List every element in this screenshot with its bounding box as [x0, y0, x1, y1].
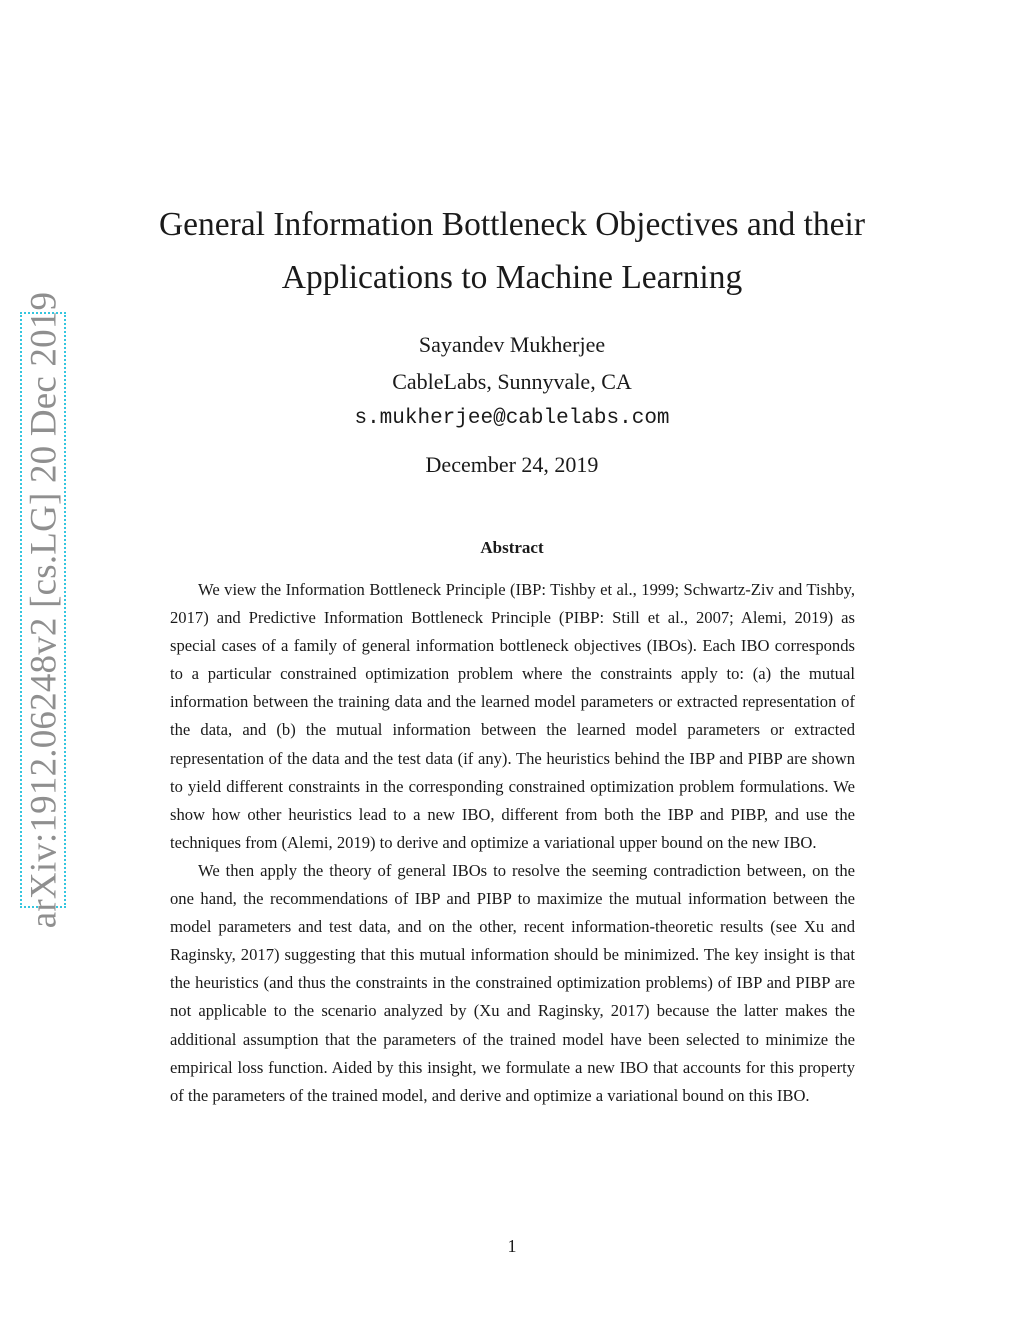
author-block: [200, 326, 824, 438]
paper-title: [100, 198, 924, 304]
author-affiliation: CableLabs, Sunnyvale, CA: [392, 369, 632, 394]
paper-title-line-1: General Information Bottleneck Objectives and their: [158, 206, 866, 243]
paper-date: December 24, 2019: [425, 452, 599, 477]
page-number: 1: [507, 1236, 517, 1256]
paper-title-line-2: Applications to Machine Learning: [281, 259, 743, 296]
abstract-body: [170, 576, 855, 1110]
author-name: Sayandev Mukherjee: [418, 332, 606, 357]
arxiv-identifier: arXiv:1912.06248v2 [cs.LG] 20 Dec 2019: [23, 291, 65, 929]
author-email: s.mukherjee@cablelabs.com: [354, 407, 670, 430]
abstract-paragraph-1: We view the Information Bottleneck Principle (IBP: Tishby et al., 1999; Schwartz-Ziv and Tishby, 2017) and Predictive Information Bottleneck Principle (PIBP: Still et al., 2007; Alemi, 2019) as special cases of a family of general information bottleneck objectives (IBOs). Each IBO corresponds to a particular constrained optimization problem where the constraints apply to: (a) the mutual information between the training data and the learned model parameters or extracted representation of the data, and (b) the mutual information between the learned model parameters or extracted representation of the data and the test data (if any). The heuristics behind the IBP and PIBP are shown to yield different constraints in the corresponding constrained optimization problem formulations. We show how other heuristics lead to a new IBO, different from both the IBP and PIBP, and use the techniques from (Alemi, 2019) to derive and optimize a variational upper bound on the new IBO.: [170, 580, 855, 852]
abstract-heading: Abstract: [480, 538, 544, 557]
abstract-paragraph-2: We then apply the theory of general IBOs to resolve the seeming contradiction between, on the one hand, the recommendations of IBP and PIBP to maximize the mutual information between the model parameters and test data, and on the other, recent information-theoretic results (see Xu and Raginsky, 2017) suggesting that this mutual information should be minimized. The key insight is that the heuristics (and thus the constraints in the constrained optimization problems) of IBP and PIBP are not applicable to the scenario analyzed by (Xu and Raginsky, 2017) because the latter makes the additional assumption that the parameters of the trained model have been selected to minimize the empirical loss function. Aided by this insight, we formulate a new IBO that accounts for this property of the parameters of the trained model, and derive and optimize a variational bound on this IBO.: [170, 860, 855, 1105]
